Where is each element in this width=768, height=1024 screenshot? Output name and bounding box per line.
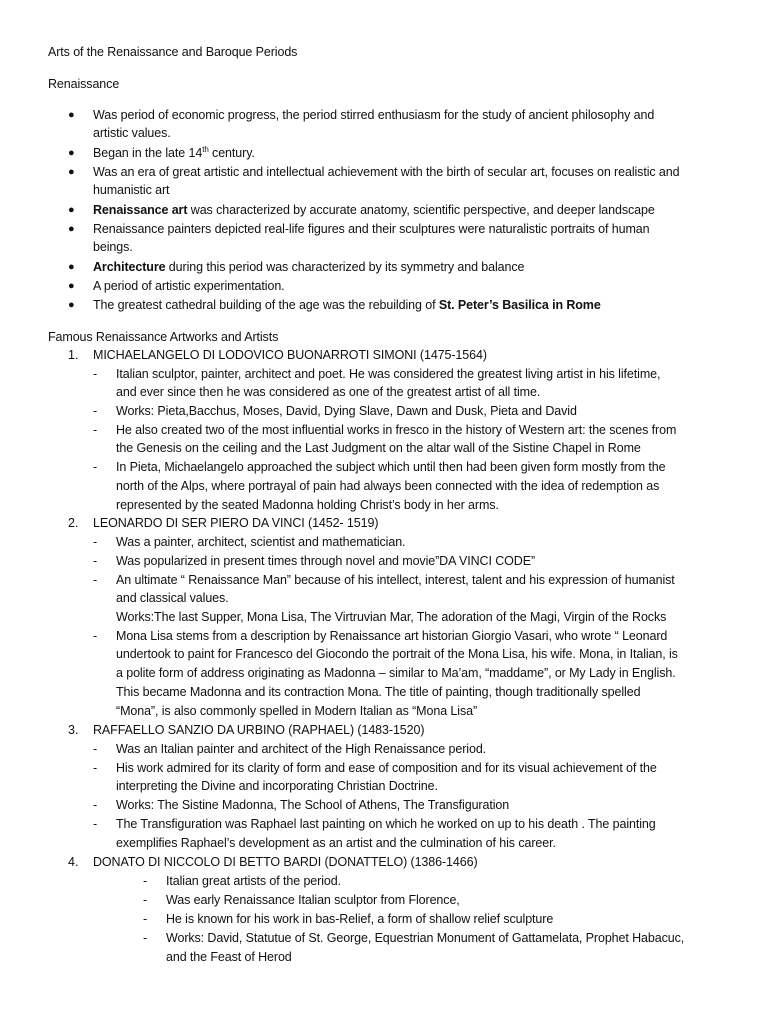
list-item-continuation: artistic values. <box>93 126 171 140</box>
list-item: Renaissance painters depicted real-life figures and their sculptures were naturalistic portraits of human <box>93 222 650 236</box>
list-item: His work admired for its clarity of form and ease of composition and for its visual achievement of the <box>116 761 657 775</box>
list-item-continuation: a polite form of address originating as Madonna – similar to Ma’am, “maddame”, or My Lady in English. <box>116 666 676 680</box>
list-item-continuation: exemplifies Raphael’s development as an artist and the culmination of his career. <box>116 836 556 850</box>
dash-marker: - <box>93 404 98 418</box>
list-item: Mona Lisa stems from a description by Renaissance art historian Giorgio Vasari, who wrote “ Leonard <box>116 629 668 643</box>
document-title: Arts of the Renaissance and Baroque Periods <box>48 45 298 59</box>
dash-marker: - <box>93 817 98 831</box>
list-item: The greatest cathedral building of the age was the rebuilding of St. Peter’s Basilica in Rome <box>93 298 601 312</box>
bullet-marker: ● <box>68 261 75 273</box>
dash-marker: - <box>143 874 148 888</box>
list-item: Works: Pieta,Bacchus, Moses, David, Dying Slave, Dawn and Dusk, Pieta and David <box>116 404 577 418</box>
list-item: Works: David, Statutue of St. George, Equestrian Monument of Gattamelata, Prophet Habacuc, <box>166 931 685 945</box>
dash-marker: - <box>93 761 98 775</box>
list-item: Was a painter, architect, scientist and mathematician. <box>116 535 406 549</box>
list-item-continuation: represented by the seated Madonna holding Christ’s body in her arms. <box>116 498 499 512</box>
list-item: Began in the late 14th century. <box>93 144 255 160</box>
list-item: An ultimate “ Renaissance Man” because of his intellect, interest, talent and his expression of humanist <box>116 573 675 587</box>
list-item-continuation: “Mona”, is also commonly spelled in Modern Italian as “Mona Lisa” <box>116 704 478 718</box>
dash-marker: - <box>143 893 148 907</box>
bullet-marker: ● <box>68 204 75 216</box>
list-item-continuation: humanistic art <box>93 183 170 197</box>
dash-marker: - <box>93 535 98 549</box>
list-item-continuation: This became Madonna and its contraction Mona. The title of painting, though traditionally spelled <box>116 685 641 699</box>
artist-name: RAFFAELLO SANZIO DA URBINO (RAPHAEL) (1483-1520) <box>93 723 425 737</box>
list-item: A period of artistic experimentation. <box>93 279 285 293</box>
dash-marker: - <box>143 931 148 945</box>
dash-marker: - <box>93 554 98 568</box>
list-item-continuation: the Genesis on the ceiling and the Last Judgment on the altar wall of the Sistine Chapel in Rome <box>116 441 641 455</box>
list-number: 4. <box>68 855 79 869</box>
list-item-continuation: beings. <box>93 240 133 254</box>
list-number: 2. <box>68 516 79 530</box>
list-item-continuation: Works:The last Supper, Mona Lisa, The Virtruvian Mar, The adoration of the Magi, Virgin of the Rocks <box>116 610 667 624</box>
list-item: He is known for his work in bas-Relief, a form of shallow relief sculpture <box>166 912 554 926</box>
dash-marker: - <box>93 573 98 587</box>
dash-marker: - <box>93 742 98 756</box>
section-heading-renaissance: Renaissance <box>48 77 120 91</box>
list-item-continuation: and classical values. <box>116 591 229 605</box>
artist-name: LEONARDO DI SER PIERO DA VINCI (1452- 1519) <box>93 516 379 530</box>
list-item: Was an era of great artistic and intellectual achievement with the birth of secular art, focuses on realistic and <box>93 165 680 179</box>
bullet-marker: ● <box>68 280 75 292</box>
list-item-continuation: interpreting the Divine and incorporating Christian Doctrine. <box>116 779 438 793</box>
list-number: 3. <box>68 723 79 737</box>
list-item: Was popularized in present times through novel and movie”DA VINCI CODE” <box>116 554 536 568</box>
list-item: Was period of economic progress, the period stirred enthusiasm for the study of ancient philosophy and <box>93 108 655 122</box>
bullet-marker: ● <box>68 299 75 311</box>
list-item: Was early Renaissance Italian sculptor from Florence, <box>166 893 460 907</box>
list-item-continuation: and the Feast of Herod <box>166 950 292 964</box>
artist-name: MICHAELANGELO DI LODOVICO BUONARROTI SIMONI (1475-1564) <box>93 348 487 362</box>
dash-marker: - <box>93 629 98 643</box>
bullet-marker: ● <box>68 109 75 121</box>
list-item: In Pieta, Michaelangelo approached the subject which until then had been given form mostly from the <box>116 460 666 474</box>
list-item: Italian sculptor, painter, architect and poet. He was considered the greatest living artist in his lifetime, <box>116 367 661 381</box>
dash-marker: - <box>143 912 148 926</box>
list-item-continuation: and ever since then he was considered as one of the greatest artist of all time. <box>116 385 541 399</box>
bullet-marker: ● <box>68 166 75 178</box>
bullet-marker: ● <box>68 223 75 235</box>
list-item-continuation: north of the Alps, where portrayal of pain had always been connected with the idea of redemption as <box>116 479 660 493</box>
list-item: Works: The Sistine Madonna, The School of Athens, The Transfiguration <box>116 798 510 812</box>
list-item: Renaissance art was characterized by accurate anatomy, scientific perspective, and deeper landscape <box>93 203 655 217</box>
dash-marker: - <box>93 460 98 474</box>
list-item: The Transfiguration was Raphael last painting on which he worked on up to his death . The painting <box>116 817 656 831</box>
list-item: Architecture during this period was characterized by its symmetry and balance <box>93 260 525 274</box>
bullet-marker: ● <box>68 147 75 159</box>
list-item: He also created two of the most influential works in fresco in the history of Western art: the scenes from <box>116 423 677 437</box>
dash-marker: - <box>93 367 98 381</box>
dash-marker: - <box>93 798 98 812</box>
list-item: Was an Italian painter and architect of the High Renaissance period. <box>116 742 487 756</box>
list-item: Italian great artists of the period. <box>166 874 341 888</box>
list-number: 1. <box>68 348 79 362</box>
section-heading-famous: Famous Renaissance Artworks and Artists <box>48 330 279 344</box>
dash-marker: - <box>93 423 98 437</box>
list-item-continuation: undertook to paint for Francesco del Giocondo the portrait of the Mona Lisa, his wife. Mona, in Italian, is <box>116 647 678 661</box>
artist-name: DONATO DI NICCOLO DI BETTO BARDI (DONATTELO) (1386-1466) <box>93 855 478 869</box>
